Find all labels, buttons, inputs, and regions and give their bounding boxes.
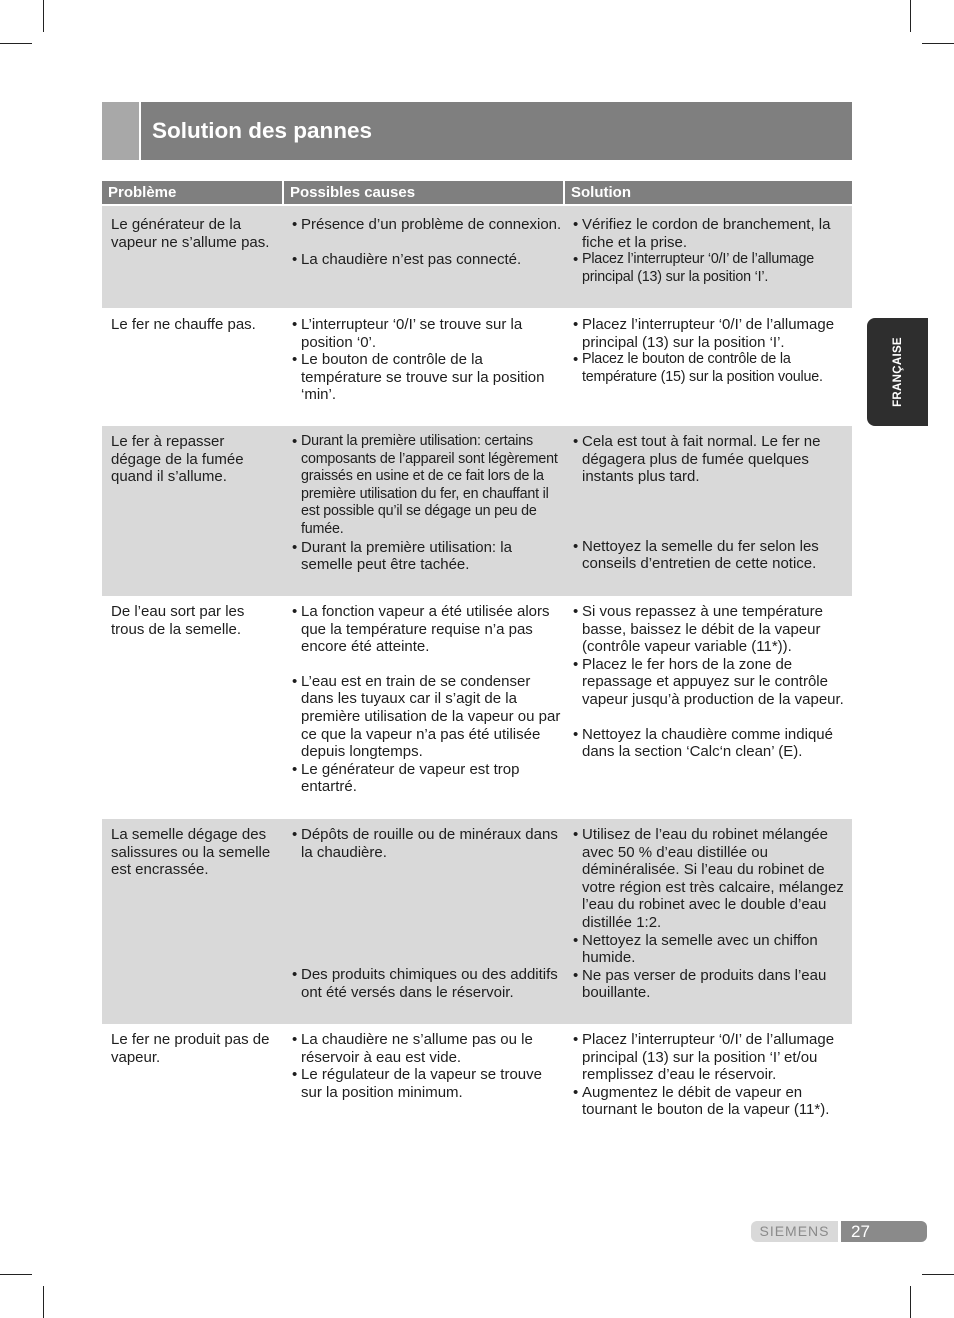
causes-cell: [292, 1031, 564, 1101]
cause-item: • L’eau est en train de se condenser dans les tuyaux car il s’agit de la première utilisation de la vapeur ou par ce que la vapeur n’a pas été utilisée depuis longtemps.: [292, 672, 561, 761]
crop-mark: [910, 0, 911, 32]
crop-mark: [922, 1274, 954, 1275]
table-row: [102, 596, 852, 819]
language-tab-label: FRANÇAISE: [891, 337, 904, 407]
cause-item: • Dépôts de rouille ou de minéraux dans la chaudière.: [292, 826, 558, 861]
column-header-solution: Solution: [565, 181, 852, 204]
table-row: [102, 206, 852, 308]
crop-mark: [43, 0, 44, 32]
crop-mark: [910, 1286, 911, 1318]
table-row: [102, 819, 852, 1024]
cause-item: • La chaudière ne s’allume pas ou le réservoir à eau est vide.: [292, 1031, 533, 1066]
solution-item: • Nettoyez la semelle du fer selon les conseils d’entretien de cette notice.: [573, 537, 819, 573]
causes-cell: [292, 826, 564, 1001]
solution-item: • Nettoyez la semelle avec un chiffon humide.: [573, 931, 818, 967]
table-row: [102, 426, 852, 596]
solutions-cell: [573, 316, 850, 386]
causes-cell: [292, 603, 564, 796]
solution-item: • Utilisez de l’eau du robinet mélangée avec 50 % d’eau distillée ou déminéralisée. Si l’eau du robinet de votre région est très calcaire, mélangez l’eau du robinet avec le double d’eau distillée 1:2.: [573, 826, 844, 931]
language-tab: [867, 318, 928, 426]
problem-text: De l’eau sort par les trous de la semelle.: [111, 603, 245, 638]
cause-item: • Le générateur de vapeur est trop entartré.: [292, 760, 520, 796]
solution-item: • Placez le fer hors de la zone de repassage et appuyez sur le contrôle vapeur jusqu’à production de la vapeur.: [573, 655, 844, 708]
table-row: [102, 308, 852, 426]
solutions-cell: [573, 216, 850, 286]
causes-cell: [292, 433, 564, 574]
cause-item: • Durant la première utilisation: la semelle peut être tachée.: [292, 538, 512, 574]
causes-cell: [292, 316, 564, 404]
solution-item: • Placez le bouton de contrôle de la température (15) sur la position voulue.: [573, 351, 823, 385]
table-row: [102, 1024, 852, 1164]
cause-item: • Durant la première utilisation: certains composants de l’appareil sont légèrement graissés en usine et de ce fait lors de la première utilisation du fer, en chauffant il est possible qu’il se dégage un peu de fumée.: [292, 433, 558, 537]
solution-item: • Placez l’interrupteur ‘0/I’ de l’allumage principal (13) sur la position ‘I’.: [573, 316, 835, 351]
page-number: 27: [841, 1221, 927, 1242]
solution-item: • Vérifiez le cordon de branchement, la fiche et la prise.: [573, 216, 831, 251]
crop-mark: [0, 1274, 32, 1275]
header-swatch: [102, 102, 139, 160]
problem-text: Le fer ne produit pas de vapeur.: [111, 1031, 270, 1066]
solution-item: • Cela est tout à fait normal. Le fer ne dégagera plus de fumée quelques instants plus tard.: [573, 433, 821, 486]
cause-item: • Le bouton de contrôle de la température se trouve sur la position ‘min’.: [292, 351, 545, 404]
crop-mark: [43, 1286, 44, 1318]
table-header: [102, 181, 852, 204]
problem-text: Le fer ne chauffe pas.: [111, 316, 256, 333]
header-divider: [139, 102, 141, 160]
solutions-cell: [573, 1031, 850, 1119]
solution-item: • Ne pas verser de produits dans l’eau bouillante.: [573, 966, 827, 1002]
causes-cell: [292, 216, 564, 268]
brand-label: SIEMENS: [751, 1221, 838, 1242]
crop-mark: [922, 43, 954, 44]
page-title: Solution des pannes: [152, 118, 373, 143]
column-header-problem: Problème: [102, 181, 282, 204]
cause-item: • Présence d’un problème de connexion.: [292, 216, 562, 233]
solution-item: • Augmentez le débit de vapeur en tournant le bouton de la vapeur (11*).: [573, 1083, 830, 1119]
cause-item: • La chaudière n’est pas connecté.: [292, 250, 522, 268]
cause-item: • Le régulateur de la vapeur se trouve sur la position minimum.: [292, 1066, 542, 1101]
problem-text: La semelle dégage des salissures ou la semelle est encrassée.: [111, 826, 271, 879]
solutions-cell: [573, 433, 850, 573]
cause-item: • L’interrupteur ‘0/I’ se trouve sur la position ‘0’.: [292, 316, 523, 351]
problem-text: Le générateur de la vapeur ne s’allume pas.: [111, 216, 270, 251]
solution-item: • Si vous repassez à une température basse, baissez le débit de la vapeur (contrôle vapeur variable (11*)).: [573, 603, 823, 656]
solution-item: • Placez l’interrupteur ‘0/I’ de l’allumage principal (13) sur la position ‘I’.: [573, 251, 815, 285]
problem-text: Le fer à repasser dégage de la fumée quand il s’allume.: [111, 433, 244, 486]
solution-item: • Placez l’interrupteur ‘0/I’ de l’allumage principal (13) sur la position ‘I’ et/ou remplissez d’eau le réservoir.: [573, 1031, 835, 1084]
section-header: [102, 102, 852, 160]
crop-mark: [0, 43, 32, 44]
cause-item: • La fonction vapeur a été utilisée alors que la température requise n’a pas encore été atteinte.: [292, 603, 550, 656]
solutions-cell: [573, 826, 850, 1002]
cause-item: • Des produits chimiques ou des additifs ont été versés dans le réservoir.: [292, 966, 558, 1001]
solution-item: • Nettoyez la chaudière comme indiqué dans la section ‘Calc‘n clean’ (E).: [573, 725, 833, 761]
solutions-cell: [573, 603, 850, 761]
column-header-causes: Possibles causes: [284, 181, 563, 204]
